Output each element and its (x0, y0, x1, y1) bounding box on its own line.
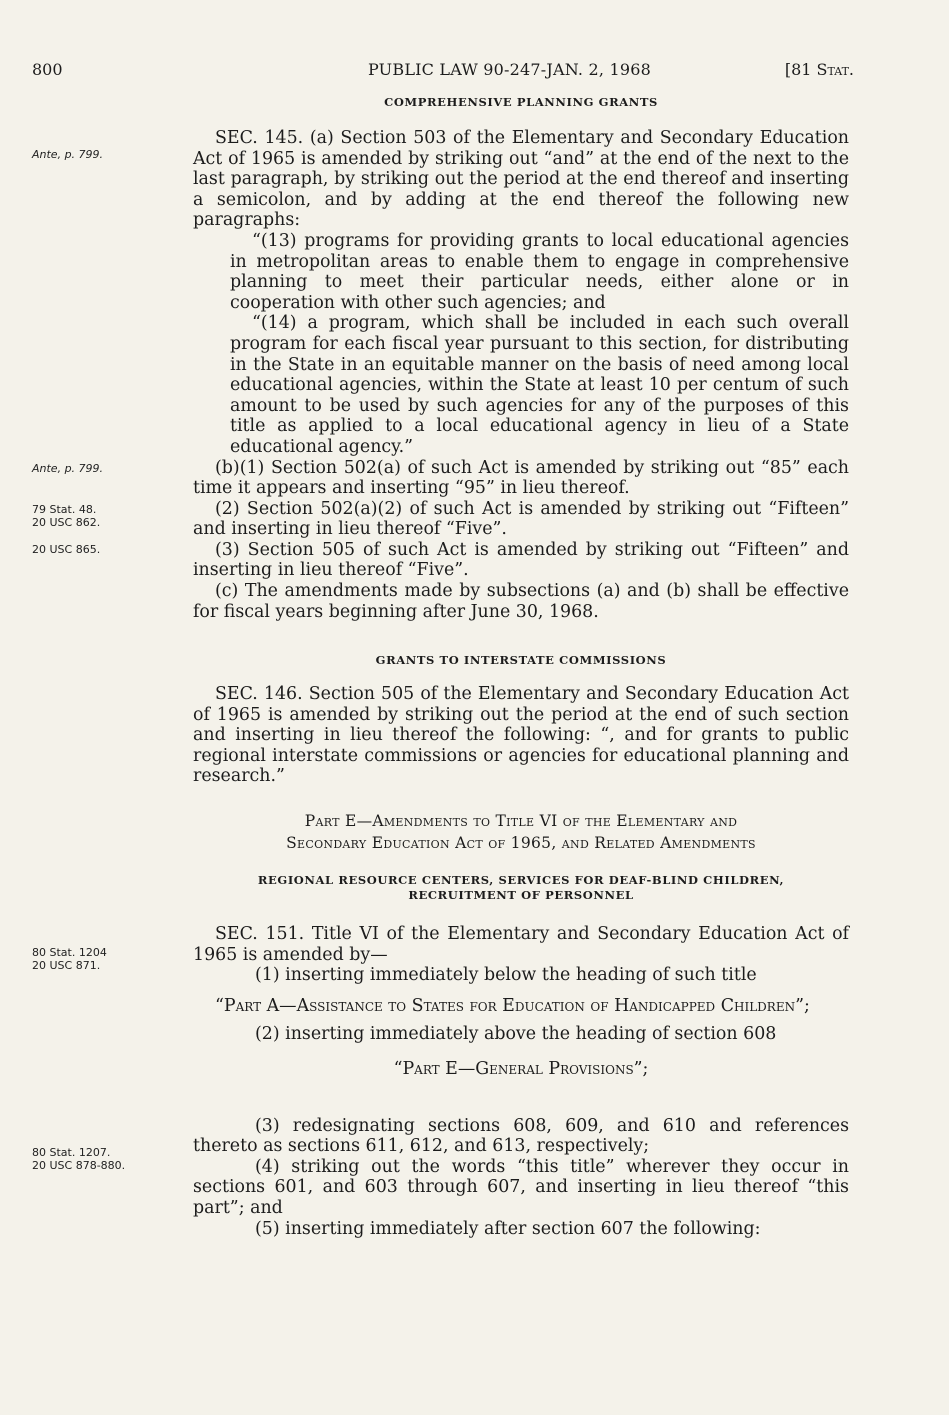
item-1: (1) inserting immediately below the heading of such title (255, 965, 757, 986)
subsection-b1: (b)(1) Section 502(a) of such Act is amended by striking out “85” each time it appears and inserting “95” in lieu thereof. (193, 457, 849, 499)
running-title: PUBLIC LAW 90-247-JAN. 2, 1968 (368, 60, 651, 79)
margin-note: 80 Stat. 1204 20 USC 871. (32, 946, 107, 972)
body-block-3 (193, 924, 849, 1239)
item-3: (3) redesignating sections 608, 609, and 610 and references thereto as sections 611, 612, and 613, respectively; (193, 1115, 849, 1157)
paragraph-13: “(13) programs for providing grants to local educational agencies in metropolitan areas to enable them to engage in comprehensive planning to meet their particular needs, either alone or in cooperation with other such agencies; and (230, 230, 849, 313)
subsection-b3: (3) Section 505 of such Act is amended by striking out “Fifteen” and inserting in lieu thereof “Five”. (193, 539, 849, 581)
page-header (32, 60, 854, 86)
margin-note: 80 Stat. 1207. 20 USC 878-880. (32, 1146, 126, 1172)
part-e-general-heading: “Part E—General Provisions”; (393, 1058, 649, 1079)
item-5: (5) inserting immediately after section 607 the following: (255, 1218, 761, 1239)
body-block-1 (193, 128, 849, 622)
subsection-c: (c) The amendments made by subsections (a) and (b) shall be effective for fiscal years beginning after June 30, 1968. (193, 581, 849, 622)
body-block-2 (193, 684, 849, 787)
margin-note: Ante, p. 799. (32, 148, 104, 161)
part-e-title: Part E—Amendments to Title VI of the Elementary and Secondary Education Act of 1965, and Related Amendments (286, 812, 756, 852)
item-2: (2) inserting immediately above the heading of section 608 (255, 1024, 777, 1045)
margin-note: Ante, p. 799. (32, 462, 104, 475)
section-151: SEC. 151. Title VI of the Elementary and Secondary Education Act of 1965 is amended by— (193, 924, 849, 965)
part-a-heading: “Part A—Assistance to States for Education of Handicapped Children”; (215, 995, 810, 1016)
section-heading: COMPREHENSIVE PLANNING GRANTS (384, 95, 658, 109)
page-number: 800 (32, 60, 63, 79)
section-146: SEC. 146. Section 505 of the Elementary and Secondary Education Act of 1965 is amended by striking out the period at the end of such section and inserting in lieu thereof the following: “, and for grants to public regional interstate commissions or agencies for educational planning and research.” (193, 684, 849, 787)
subsection-b2: (2) Section 502(a)(2) of such Act is amended by striking out “Fifteen” and inserting in lieu thereof “Five”. (193, 498, 849, 540)
margin-note: 79 Stat. 48. 20 USC 862. (32, 503, 101, 529)
paragraph-14: “(14) a program, which shall be included in each such overall program for each fiscal year pursuant to this section, for distributing in the State in an equitable manner on the basis of need among local educational agencies, within the State at least 10 per centum of such amount to be used by such agencies for any of the purposes of this title as applied to a local educational agency in lieu of a State educational agency.” (230, 313, 849, 457)
section-heading: GRANTS TO INTERSTATE COMMISSIONS (375, 653, 667, 667)
stat-reference: [81 Stat. (784, 60, 854, 79)
section-heading: REGIONAL RESOURCE CENTERS, SERVICES FOR DEAF-BLIND CHILDREN, RECRUITMENT OF PERSONNEL (257, 873, 785, 902)
item-4: (4) striking out the words “this title” wherever they occur in sections 601, and 603 through 607, and inserting in lieu thereof “this part”; and (193, 1156, 849, 1218)
margin-note: 20 USC 865. (32, 543, 101, 556)
section-145-a: SEC. 145. (a) Section 503 of the Elementary and Secondary Education Act of 1965 is amended by striking out “and” at the end of the next to the last paragraph, by striking out the period at the end thereof and inserting a semicolon, and by adding at the end thereof the following new paragraphs: (193, 128, 849, 231)
